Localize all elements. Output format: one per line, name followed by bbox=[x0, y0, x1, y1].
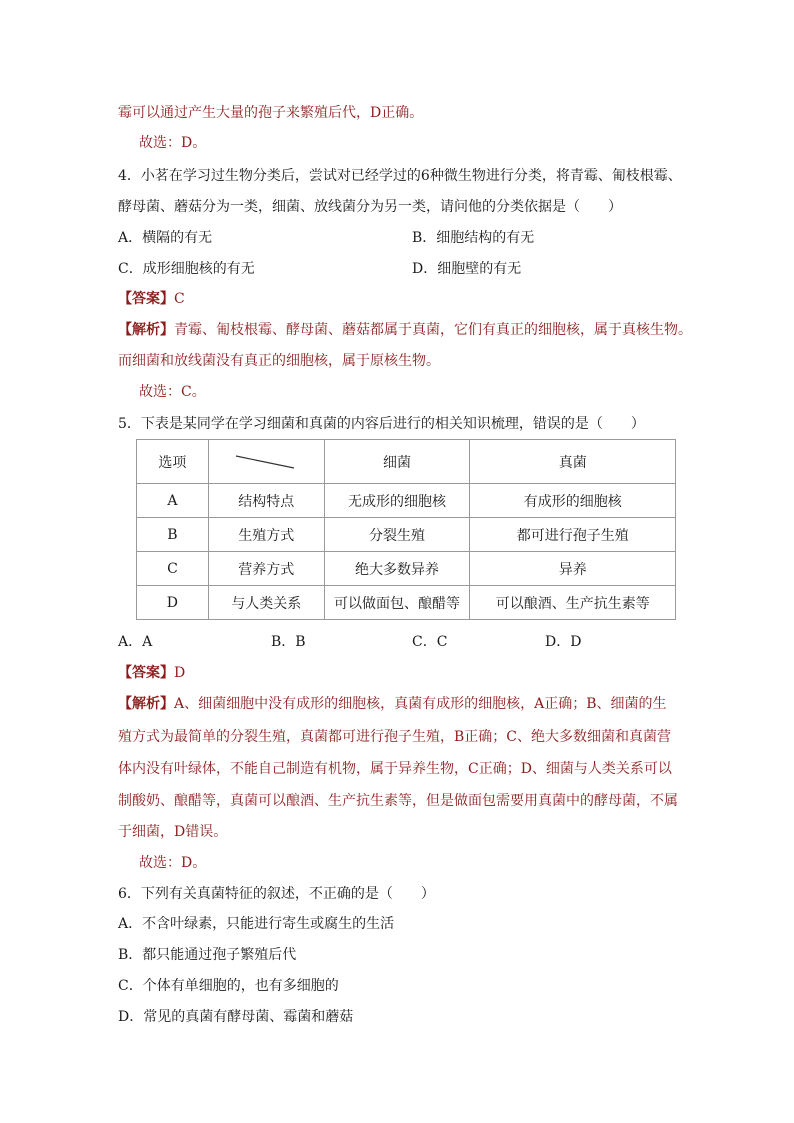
q4-option-b: B．细胞结构的有无 bbox=[412, 230, 535, 246]
answer-4 bbox=[118, 289, 185, 309]
table-cell: D bbox=[137, 586, 209, 620]
q6-option-d: D．常见的真菌有酵母菌、霉菌和蘑菇 bbox=[118, 1009, 354, 1025]
table-cell: 与人类关系 bbox=[208, 586, 324, 620]
table-cell: 可以做面包、酿醋等 bbox=[324, 586, 470, 620]
explanation-tag: 【解析】 bbox=[118, 696, 174, 712]
explanation-5-line-1 bbox=[118, 694, 667, 714]
table-cell: 异养 bbox=[470, 552, 676, 586]
table-header-diagonal-cell bbox=[208, 440, 324, 484]
table-cell: A bbox=[137, 484, 209, 518]
q5-option-b: B．B bbox=[271, 634, 306, 650]
table-header-cell: 细菌 bbox=[324, 440, 470, 484]
table-cell: 无成形的细胞核 bbox=[324, 484, 470, 518]
question-5: 5．下表是某同学在学习细菌和真菌的内容后进行的相关知识梳理，错误的是（ ） bbox=[118, 416, 645, 432]
table-cell: 绝大多数异养 bbox=[324, 552, 470, 586]
explanation-text: 青霉、匍枝根霉、酵母菌、蘑菇都属于真菌，它们有真正的细胞核，属于真核生物。 bbox=[174, 322, 692, 338]
explanation-continuation: 霉可以通过产生大量的孢子来繁殖后代，D正确。 bbox=[118, 105, 424, 121]
knowledge-table bbox=[136, 439, 676, 620]
question-4-line-2: 酵母菌、蘑菇分为一类，细菌、放线菌分为另一类，请问他的分类依据是（ ） bbox=[118, 199, 622, 215]
explanation-4-line-1 bbox=[118, 320, 692, 340]
explanation-5-line-2: 殖方式为最简单的分裂生殖，真菌都可进行孢子生殖，B正确；C、绝大多数细菌和真菌营 bbox=[118, 729, 671, 745]
table-cell: 分裂生殖 bbox=[324, 518, 470, 552]
answer-value: D bbox=[174, 665, 186, 681]
explanation-5-line-5: 于细菌，D错误。 bbox=[118, 824, 228, 840]
answer-tag: 【答案】 bbox=[118, 291, 174, 307]
q6-option-b: B．都只能通过孢子繁殖后代 bbox=[118, 947, 297, 963]
q5-option-a: A．A bbox=[118, 634, 153, 650]
table-cell: 有成形的细胞核 bbox=[470, 484, 676, 518]
table-header-cell: 选项 bbox=[137, 440, 209, 484]
explanation-tag: 【解析】 bbox=[118, 322, 174, 338]
table-cell: C bbox=[137, 552, 209, 586]
table-cell: 结构特点 bbox=[208, 484, 324, 518]
q6-option-a: A．不含叶绿素，只能进行寄生或腐生的生活 bbox=[118, 916, 395, 932]
diagonal-line bbox=[234, 454, 298, 470]
selection-q3: 故选：D。 bbox=[139, 135, 207, 151]
table-header-row bbox=[137, 440, 676, 484]
q5-option-d: D．D bbox=[545, 634, 582, 650]
selection-q4: 故选：C。 bbox=[139, 384, 206, 400]
selection-q5: 故选：D。 bbox=[139, 855, 207, 871]
explanation-5-line-3: 体内没有叶绿体，不能自己制造有机物，属于异养生物，C正确；D、细菌与人类关系可以 bbox=[118, 761, 672, 777]
q5-option-c: C．C bbox=[412, 634, 448, 650]
q4-option-c: C．成形细胞核的有无 bbox=[118, 261, 255, 277]
question-6: 6．下列有关真菌特征的叙述，不正确的是（ ） bbox=[118, 886, 435, 902]
table-row bbox=[137, 518, 676, 552]
answer-value: C bbox=[174, 291, 185, 307]
answer-5 bbox=[118, 663, 185, 683]
table-cell: 可以酿酒、生产抗生素等 bbox=[470, 586, 676, 620]
answer-tag: 【答案】 bbox=[118, 665, 174, 681]
explanation-text: A、细菌细胞中没有成形的细胞核，真菌有成形的细胞核，A正确；B、细菌的生 bbox=[174, 696, 667, 712]
q6-option-c: C．个体有单细胞的，也有多细胞的 bbox=[118, 978, 339, 994]
table-row bbox=[137, 552, 676, 586]
table-cell: 都可进行孢子生殖 bbox=[470, 518, 676, 552]
table-header-cell: 真菌 bbox=[470, 440, 676, 484]
table-cell: 营养方式 bbox=[208, 552, 324, 586]
table-cell: B bbox=[137, 518, 209, 552]
table-cell: 生殖方式 bbox=[208, 518, 324, 552]
q4-option-a: A．横隔的有无 bbox=[118, 230, 213, 246]
table-row bbox=[137, 586, 676, 620]
question-4-line-1: 4．小茗在学习过生物分类后，尝试对已经学过的6种微生物进行分类，将青霉、匍枝根霉、 bbox=[118, 168, 682, 184]
explanation-5-line-4: 制酸奶、酿醋等，真菌可以酿酒、生产抗生素等，但是做面包需要用真菌中的酵母菌，不属 bbox=[118, 793, 678, 809]
explanation-4-line-2: 而细菌和放线菌没有真正的细胞核，属于原核生物。 bbox=[118, 353, 440, 369]
table-row bbox=[137, 484, 676, 518]
q4-option-d: D．细胞壁的有无 bbox=[412, 261, 522, 277]
